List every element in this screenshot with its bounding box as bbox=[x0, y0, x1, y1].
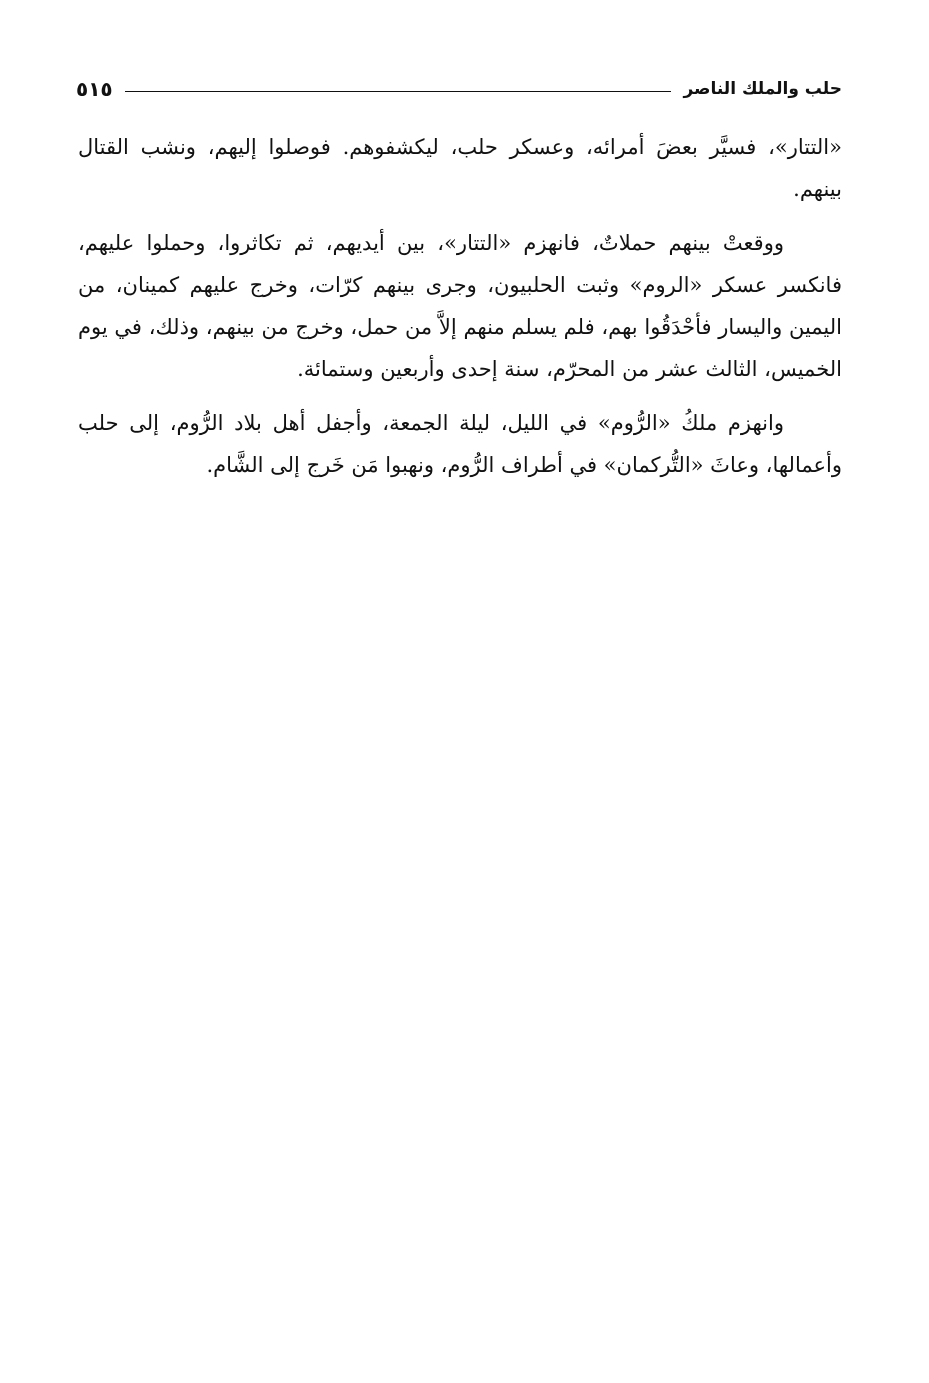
running-title: حلب والملك الناصر bbox=[683, 79, 842, 99]
body-text bbox=[78, 126, 842, 498]
paragraph-battle: ووقعتْ بينهم حملاتٌ، فانهزم «التتار»، بين أيديهم، ثم تكاثروا، وحملوا عليهم، فانكسر عسكر «الروم» وثبت الحلبيون، وجرى بينهم كرّات، وخرج عليهم كمينان، من اليمين واليسار فأحْدَقُوا بهم، فلم يسلم منهم إلاَّ من حمل، وخرج من بينهم، وذلك، في يوم الخميس، الثالث عشر من المحرّم، سنة إحدى وأربعين وستمائة. bbox=[78, 231, 842, 381]
page-number: ٥١٥ bbox=[76, 77, 113, 101]
running-header bbox=[76, 64, 842, 100]
header-rule bbox=[125, 91, 672, 92]
paragraph-retreat: وانهزم ملكُ «الرُّوم» في الليل، ليلة الجمعة، وأجفل أهل بلاد الرُّوم، إلى حلب وأعمالها، وعاثَ «التُّركمان» في أطراف الرُّوم، ونهبوا مَن خَرج إلى الشَّام. bbox=[78, 411, 842, 477]
paragraph-continuation: «التتار»، فسيَّر بعضَ أمرائه، وعسكر حلب، ليكشفوهم. فوصلوا إليهم، ونشب القتال بينهم. bbox=[78, 135, 842, 201]
